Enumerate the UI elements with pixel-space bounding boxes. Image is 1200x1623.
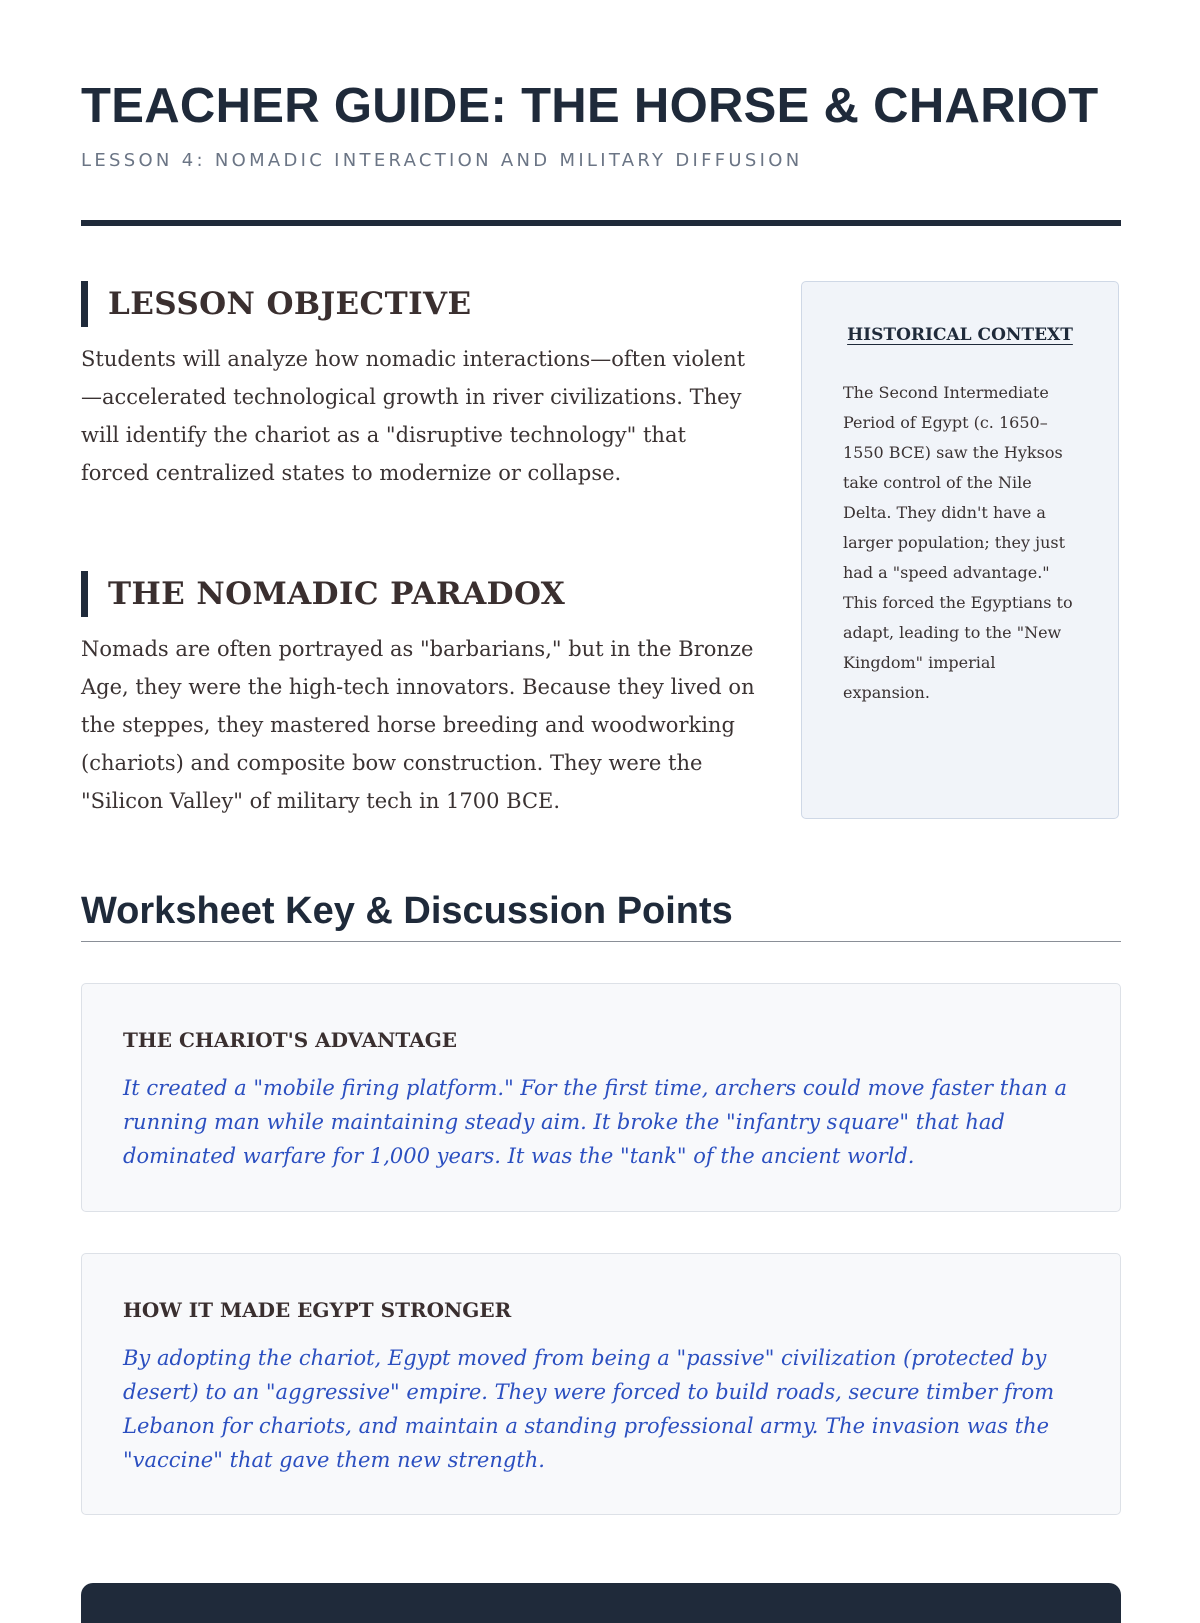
discussion-card-answer: It created a "mobile firing platform." For the first time, archers could move faster than a running man while maintaining steady aim. It broke the "infantry square" that had dominated warfare for 1,000 years. It was the "tank" of the ancient world. xyxy=(123,1076,1067,1168)
nomadic-paradox-heading: THE NOMADIC PARADOX xyxy=(81,571,565,617)
worksheet-key-heading: Worksheet Key & Discussion Points xyxy=(81,890,733,932)
lesson-objective-text: Students will analyze how nomadic interactions—often violent—accelerated technological growth in river civilizations. They will identify the chariot as a "disruptive technology" that forced centralized states to modernize or collapse. xyxy=(81,347,746,485)
title-divider xyxy=(81,220,1121,226)
discussion-card-title: HOW IT MADE EGYPT STRONGER xyxy=(123,1298,512,1322)
lesson-objective-heading: LESSON OBJECTIVE xyxy=(81,281,471,327)
discussion-card-answer: By adopting the chariot, Egypt moved from being a "passive" civilization (protected by desert) to an "aggressive" empire. They were forced to build roads, secure timber from Lebanon for chariots, and maintain a standing professional army. The invasion was the "vaccine" that gave them new strength. xyxy=(123,1346,1055,1472)
historical-context-box xyxy=(801,281,1119,819)
discussion-card xyxy=(81,983,1121,1212)
page-title: TEACHER GUIDE: THE HORSE & CHARIOT xyxy=(81,79,1099,133)
nomadic-paradox-text: Nomads are often portrayed as "barbarians," but in the Bronze Age, they were the high-tech innovators. Because they lived on the steppes, they mastered horse breeding and woodworking (chariots) and composite bow construction. They were the "Silicon Valley" of military tech in 1700 BCE. xyxy=(81,637,755,813)
discussion-card-title: THE CHARIOT'S ADVANTAGE xyxy=(123,1028,458,1052)
discussion-card xyxy=(81,1253,1121,1515)
worksheet-key-divider xyxy=(81,941,1121,942)
historical-context-text: The Second Intermediate Period of Egypt (c. 1650–1550 BCE) saw the Hyksos take control of the Nile Delta. They didn't have a larger population; they just had a "speed advantage." This forced the Egyptians to adapt, leading to the "New Kingdom" imperial expansion. xyxy=(843,383,1073,702)
footer-bar xyxy=(81,1583,1121,1623)
historical-context-title: HISTORICAL CONTEXT xyxy=(847,325,1073,345)
page-subtitle: LESSON 4: NOMADIC INTERACTION AND MILITARY DIFFUSION xyxy=(81,150,803,171)
